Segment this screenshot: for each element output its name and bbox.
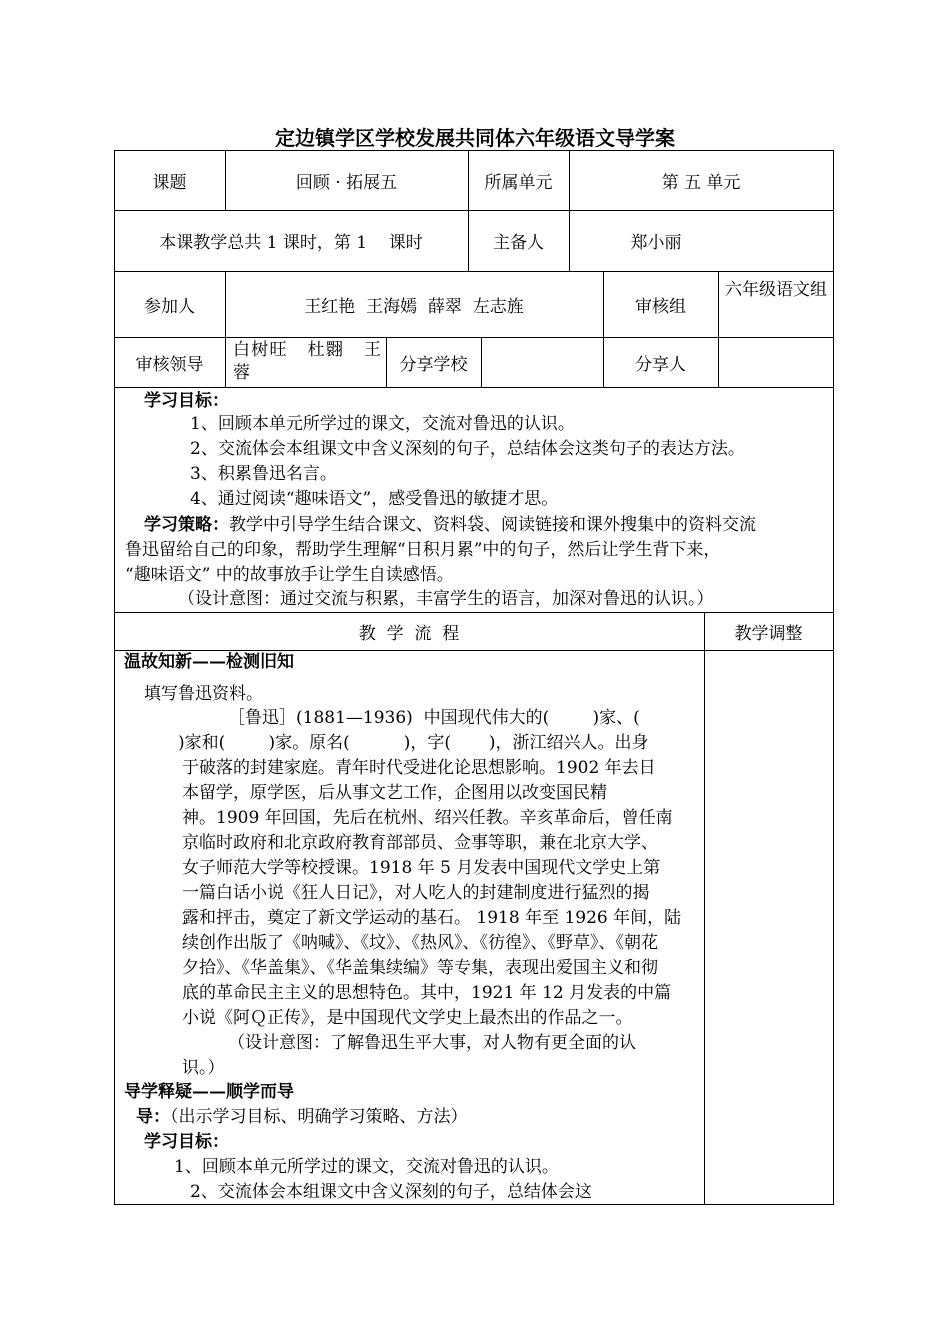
- bio-line: 小说《阿Ｑ正传》，是中国现代文学史上最杰出的作品之一。: [182, 1008, 633, 1028]
- strategy-line: [144, 513, 756, 538]
- unit-label: 所属单元: [484, 172, 553, 193]
- review-group-value: 六年级语文组: [725, 280, 827, 300]
- design-note: （设计意图：通过交流与积累，丰富学生的语言，加深对鲁迅的认识。）: [178, 589, 714, 609]
- bio-line: 京临时政府和北京政府教育部部员、佥事等职，兼在北京大学、: [182, 833, 658, 853]
- bio-line: 本留学，原学医，后从事文艺工作，企图用以改变国民精: [182, 783, 607, 803]
- participants-label: 参加人: [144, 296, 195, 317]
- hours-text: 本课教学总共 1 课时，第 1 课时: [159, 233, 423, 253]
- objectives-heading: 学习目标：: [144, 391, 229, 411]
- objective-item: 1、回顾本单元所学过的课文，交流对鲁迅的认识。: [190, 414, 575, 434]
- page-title: 定边镇学区学校发展共同体六年级语文导学案: [275, 126, 675, 150]
- objective-item: 3、积累鲁迅名言。: [190, 464, 337, 484]
- share-person-value: [718, 337, 833, 387]
- bio-note: （设计意图：了解鲁迅生平大事，对人物有更全面的认: [228, 1033, 636, 1053]
- guide-line: [136, 1105, 468, 1130]
- review-leader-value: 白树旺 杜翾 王蓉: [233, 340, 381, 383]
- guide-text: （出示学习目标、明确学习策略、方法）: [170, 1107, 468, 1127]
- bio-line: 底的革命民主主义的思想特色。其中，1921 年 12 月发表的中篇: [182, 983, 672, 1003]
- col-divider: [704, 612, 705, 1204]
- section-title: 温故知新——检测旧知: [124, 652, 294, 672]
- review-group-label: 审核组: [635, 296, 686, 317]
- process-header: 教 学 流 程: [358, 623, 460, 644]
- bio-line: 续创作出版了《呐喊》、《坟》、《热风》、《彷徨》、《野草》、《朝花: [182, 933, 658, 953]
- section-title: 导学释疑——顺学而导: [124, 1082, 294, 1102]
- lesson-value: 回顾 · 拓展五: [295, 172, 398, 193]
- bio-line: 于破落的封建家庭。青年时代受进化论思想影响。1902 年去日: [182, 758, 656, 778]
- lead-value: 郑小丽: [630, 233, 682, 253]
- section-intro: 填写鲁迅资料。: [144, 684, 263, 704]
- table-border-right: [833, 150, 834, 1205]
- strategy-text: 教学中引导学生结合课文、资料袋、阅读链接和课外搜集中的资料交流: [229, 515, 756, 535]
- objectives-heading: 学习目标：: [144, 1132, 229, 1152]
- bio-line: 露和抨击，奠定了新文学运动的基石。 1918 年至 1926 年间，陆: [182, 908, 682, 928]
- bio-line: )家和( )家。原名( )，字( )，浙江绍兴人。出身: [178, 733, 649, 753]
- bio-line: 神。1909 年回国，先后在杭州、绍兴任教。辛亥革命后，曾任南: [182, 808, 673, 828]
- bio-line: 夕拾》、《华盖集》、《华盖集续编》等专集，表现出爱国主义和彻: [182, 958, 658, 978]
- lesson-label: 课题: [152, 172, 187, 193]
- adjustment-header: 教学调整: [734, 623, 803, 644]
- unit-value: 第 五 单元: [661, 172, 741, 193]
- share-person-label: 分享人: [635, 354, 686, 375]
- bio-line: ［鲁迅］(1881—1936) 中国现代伟大的( )家、(: [228, 708, 640, 728]
- share-school-label: 分享学校: [399, 354, 468, 375]
- bio-line: 一篇白话小说《狂人日记》，对人吃人的封建制度进行猛烈的揭: [182, 883, 650, 903]
- participants-value: 王红艳 王海嫣 薛翠 左志旌: [304, 296, 524, 317]
- bio-note: 识。）: [182, 1058, 225, 1078]
- objective-item: 2、交流体会本组课文中含义深刻的句子，总结体会这类句子的表达方法。: [190, 439, 745, 459]
- lead-label: 主备人: [493, 233, 544, 253]
- strategy-heading: 学习策略：: [144, 515, 229, 535]
- row-divider: [114, 387, 834, 388]
- review-leader-label: 审核领导: [135, 354, 204, 375]
- guide-label: 导：: [136, 1107, 170, 1127]
- bio-block: [178, 706, 702, 1081]
- share-school-value: [481, 337, 603, 387]
- objective-item: 2、交流体会本组课文中含义深刻的句子，总结体会这: [190, 1182, 592, 1202]
- objective-item: 4、通过阅读“趣味语文”，感受鲁迅的敏捷才思。: [190, 489, 559, 509]
- strategy-line: “趣味语文” 中的故事放手让学生自读感悟。: [125, 565, 454, 585]
- strategy-line: 鲁迅留给自己的印象，帮助学生理解“日积月累”中的句子，然后让学生背下来，: [125, 540, 721, 560]
- bio-line: 女子师范大学等校授课。1918 年 5 月发表中国现代文学史上第: [182, 858, 661, 878]
- objective-item: 1、回顾本单元所学过的课文，交流对鲁迅的认识。: [174, 1157, 559, 1177]
